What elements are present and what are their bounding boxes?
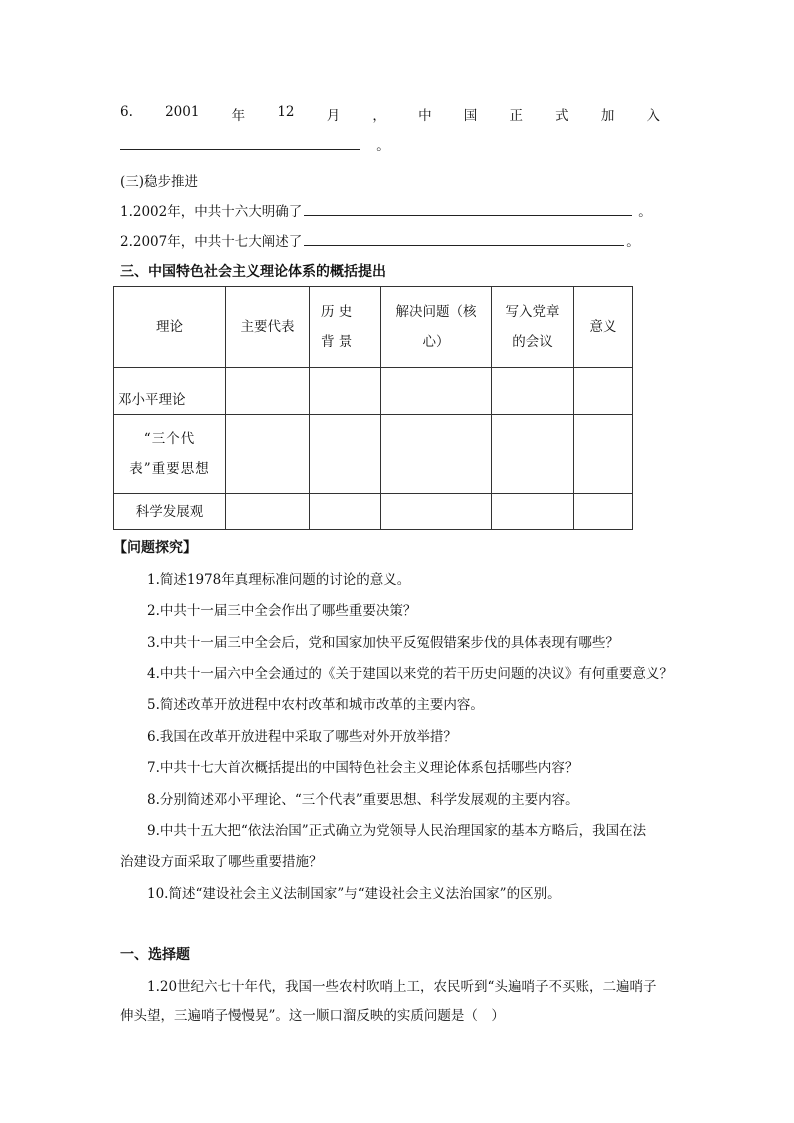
table-cell[interactable] xyxy=(574,494,633,530)
q6-char: 加 xyxy=(600,108,615,124)
inquiry-question: 10.简述“建设社会主义法制国家”与“建设社会主义法治国家”的区别。 xyxy=(147,886,561,902)
q6-year: 2001 xyxy=(165,104,200,120)
header-representative: 主要代表 xyxy=(226,287,310,368)
table-row xyxy=(114,368,633,415)
table-cell[interactable] xyxy=(492,415,574,494)
table-cell[interactable] xyxy=(310,415,381,494)
part-3-title: 三、中国特色社会主义理论体系的概括提出 xyxy=(120,264,386,280)
inquiry-question: 2.中共十一届三中全会作出了哪些重要决策？ xyxy=(147,603,417,619)
table-cell[interactable] xyxy=(492,494,574,530)
section-item-1-text: 1.2002年，中共十六大明确了 xyxy=(120,204,303,220)
inquiry-question-continued: 治建设方面采取了哪些重要措施？ xyxy=(120,854,323,870)
item-2-period: 。 xyxy=(626,234,640,250)
choice-section-title: 一、选择题 xyxy=(120,947,190,963)
q6-number: 6. xyxy=(120,104,133,120)
header-background: 历 史 背 景 xyxy=(310,287,381,368)
choice-question-1-line-2: 伸头望，三遍哨子慢慢晃”。这一顺口溜反映的实质问题是（ ） xyxy=(120,1008,505,1024)
q6-char: ， xyxy=(372,108,386,124)
choice-question-1-line-1: 1.20世纪六七十年代，我国一些农村吹哨上工，农民听到“头遍哨子不买账，二遍哨子 xyxy=(147,979,657,995)
inquiry-question: 8.分别简述邓小平理论、“三个代表”重要思想、科学发展观的主要内容。 xyxy=(147,792,579,808)
inquiry-question: 3.中共十一届三中全会后，党和国家加快平反冤假错案步伐的具体表现有哪些？ xyxy=(147,635,619,651)
inquiry-question: 6.我国在改革开放进程中采取了哪些对外开放举措？ xyxy=(147,729,457,745)
table-cell[interactable] xyxy=(492,368,574,415)
header-significance: 意义 xyxy=(574,287,633,368)
table-cell[interactable] xyxy=(381,368,492,415)
q6-char: 入 xyxy=(646,108,660,124)
table-cell[interactable] xyxy=(574,368,633,415)
section-item-1 xyxy=(120,200,652,220)
row-label-scientific-development: 科学发展观 xyxy=(114,494,226,530)
section-item-2-text: 2.2007年，中共十七大阐述了 xyxy=(120,234,303,250)
q6-char: 年 xyxy=(231,108,246,124)
inquiry-question: 4.中共十一届六中全会通过的《关于建国以来党的若干历史问题的决议》有何重要意义？ xyxy=(147,666,673,682)
item-1-answer-blank[interactable] xyxy=(304,201,632,216)
inquiry-question: 7.中共十七大首次概括提出的中国特色社会主义理论体系包括哪些内容？ xyxy=(147,760,579,776)
inquiry-question: 1.简述1978年真理标准问题的讨论的意义。 xyxy=(147,572,411,588)
header-theory: 理论 xyxy=(114,287,226,368)
section-item-2 xyxy=(120,230,640,250)
table-header-row xyxy=(114,287,633,368)
q6-answer-blank[interactable] xyxy=(120,135,360,150)
q6-char: 式 xyxy=(555,108,569,124)
q6-char: 国 xyxy=(463,108,478,124)
inquiry-question: 9.中共十五大把“依法治国”正式确立为党领导人民治理国家的基本方略后，我国在法 xyxy=(147,823,647,839)
q6-period: 。 xyxy=(376,138,390,154)
section-title: (三)稳步推进 xyxy=(120,174,199,190)
header-party-congress: 写入党章的会议 xyxy=(492,287,574,368)
table-cell[interactable] xyxy=(310,494,381,530)
q6-char: 月 xyxy=(326,108,341,124)
inquiry-question: 5.简述改革开放进程中农村改革和城市改革的主要内容。 xyxy=(147,697,484,713)
header-core-problem: 解决问题（核心） xyxy=(381,287,492,368)
theory-table xyxy=(113,286,633,530)
row-label-three-represents: “三个代表”重要思想 xyxy=(114,415,226,494)
table-row xyxy=(114,415,633,494)
table-row xyxy=(114,494,633,530)
table-cell[interactable] xyxy=(226,494,310,530)
row-label-deng: 邓小平理论 xyxy=(114,368,226,415)
q6-blank-line xyxy=(120,134,390,154)
table-cell[interactable] xyxy=(381,415,492,494)
q6-char: 中 xyxy=(418,108,432,124)
q6-char: 正 xyxy=(509,108,523,124)
table-cell[interactable] xyxy=(226,368,310,415)
q6-line xyxy=(120,104,660,124)
table-cell[interactable] xyxy=(574,415,633,494)
q6-month: 12 xyxy=(277,104,295,120)
table-cell[interactable] xyxy=(381,494,492,530)
item-1-period: 。 xyxy=(638,204,652,220)
table-cell[interactable] xyxy=(226,415,310,494)
item-2-answer-blank[interactable] xyxy=(304,231,624,246)
inquiry-title: 【问题探究】 xyxy=(113,540,197,556)
table-cell[interactable] xyxy=(310,368,381,415)
